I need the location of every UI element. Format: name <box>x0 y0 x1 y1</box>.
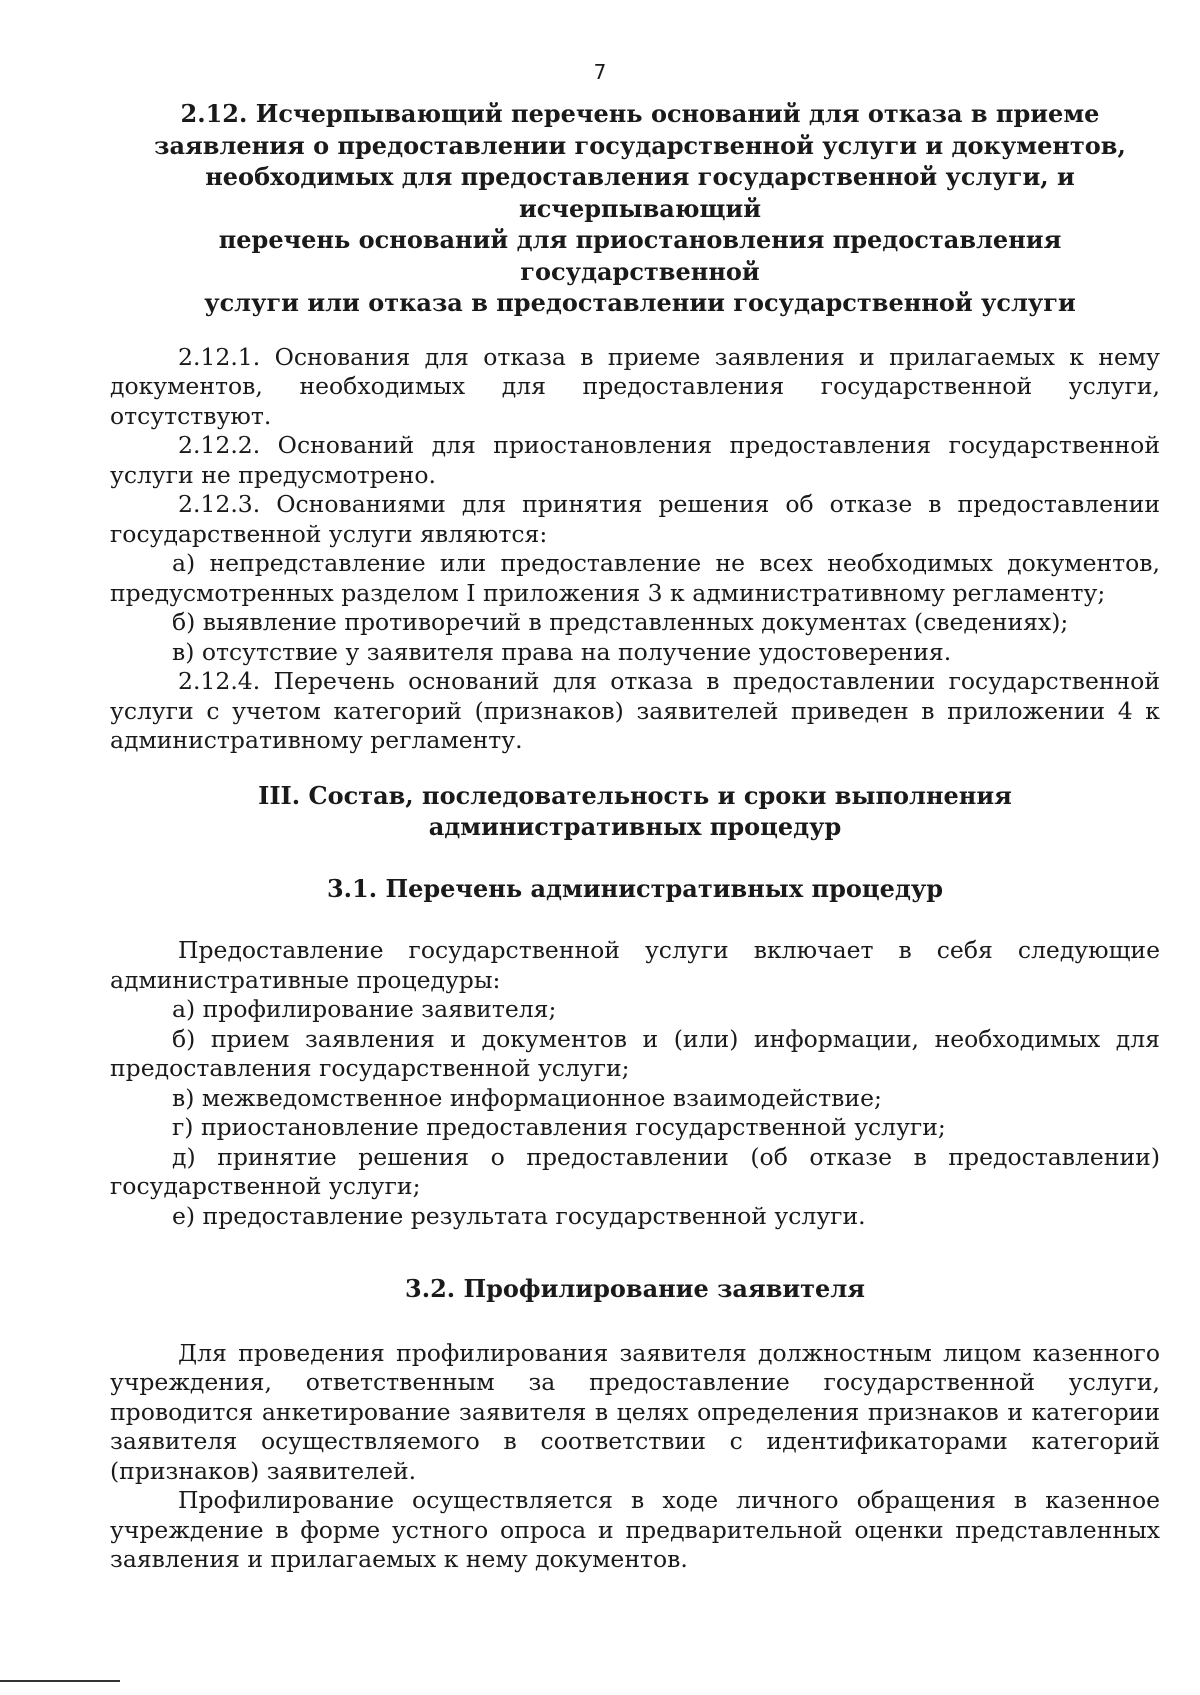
paragraph-2-12-1: 2.12.1. Основания для отказа в приеме заявления и прилагаемых к нему документов, необходимых для предоставления государственной услуги, отсутствуют. <box>110 342 1160 430</box>
heading-line: услуги или отказа в предоставлении государственной услуги <box>204 288 1076 317</box>
section-3-1-heading: 3.1. Перечень административных процедур <box>326 873 943 903</box>
list-item-b: б) выявление противоречий в представленных документах (сведениях); <box>172 608 1069 636</box>
heading-line: 2.12. Исчерпывающий перечень оснований для отказа в приеме <box>180 99 1100 128</box>
section-2-12-heading <box>120 98 1160 319</box>
paragraph-2-12-2: 2.12.2. Оснований для приостановления предоставления государственной услуги не предусмотрено. <box>110 431 1160 489</box>
section-3-2-paragraph-1: Для проведения профилирования заявителя должностным лицом казенного учреждения, ответственным за предоставление государственной услуги, проводится анкетирование заявителя в целях определения признаков и категории заявителя осуществляемого в соответствии с идентификаторами категорий (признаков) заявителей. <box>110 1338 1160 1485</box>
footer-divider <box>0 1680 120 1682</box>
procedure-item-v: в) межведомственное информационное взаимодействие; <box>172 1083 882 1112</box>
paragraph-2-12-3: 2.12.3. Основаниями для принятия решения об отказе в предоставлении государственной услуги являются: <box>110 490 1160 548</box>
section-3-1-intro: Предоставление государственной услуги включает в себя следующие административные процедуры: <box>110 936 1160 994</box>
paragraph-2-12-4: 2.12.4. Перечень оснований для отказа в предоставлении государственной услуги с учетом категорий (признаков) заявителей приведен в приложении 4 к административному регламенту. <box>110 667 1160 754</box>
heading-line: административных процедур <box>428 812 842 841</box>
section-3-2-heading: 3.2. Профилирование заявителя <box>405 1274 865 1303</box>
section-3-heading <box>110 780 1160 843</box>
heading-line: необходимых для предоставления государственной услуги, и исчерпывающий <box>205 162 1075 223</box>
heading-line: III. Состав, последовательность и сроки выполнения <box>258 780 1012 810</box>
procedure-item-g: г) приостановление предоставления государственной услуги; <box>172 1113 946 1141</box>
section-3-2-paragraph-2: Профилирование осуществляется в ходе личного обращения в казенное учреждение в форме устного опроса и предварительной оценки представленных заявления и прилагаемых к нему документов. <box>110 1486 1160 1573</box>
heading-line: заявления о предоставлении государственной услуги и документов, <box>154 130 1126 160</box>
procedure-item-d: д) принятие решения о предоставлении (об отказе в предоставлении) государственной услуги; <box>110 1142 1160 1200</box>
procedure-item-e: е) предоставление результата государственной услуги. <box>172 1201 866 1230</box>
list-item-a: а) непредставление или предоставление не всех необходимых документов, предусмотренных разделом I приложения 3 к административному регламенту; <box>110 549 1160 607</box>
page-number: 7 <box>593 60 607 84</box>
document-body <box>110 98 1160 1575</box>
heading-line: перечень оснований для приостановления предоставления государственной <box>218 225 1062 286</box>
procedure-item-b: б) прием заявления и документов и (или) информации, необходимых для предоставления государственной услуги; <box>110 1024 1160 1082</box>
procedure-item-a: а) профилирование заявителя; <box>172 995 557 1023</box>
list-item-v: в) отсутствие у заявителя права на получение удостоверения. <box>172 637 952 666</box>
